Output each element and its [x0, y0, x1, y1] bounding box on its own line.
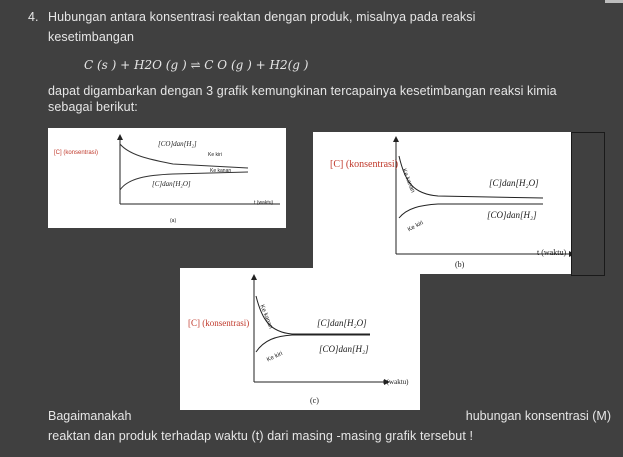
- graph-a-caption: (a): [170, 218, 177, 224]
- closing-left-text: Bagaimanakah: [48, 409, 132, 423]
- graph-c-rate-down: Ke kanan: [258, 304, 274, 330]
- graph-b-rate-up: Ke kiri: [407, 220, 425, 234]
- graph-c-xlabel: t (waktu): [383, 378, 409, 386]
- closing-line-2: reaktan dan produk terhadap waktu (t) dari masing -masing grafik tersebut !: [48, 429, 474, 443]
- graph-c-y-arrow: [251, 274, 257, 280]
- graph-c-ylabel: [C] (konsentrasi): [188, 318, 250, 328]
- graph-a-bottom-label: [C]dan[H₂O]: [152, 180, 191, 188]
- graph-a-rate-backward: Ke kanan: [210, 168, 232, 174]
- graph-b-upper-label: [C]dan[H₂O]: [489, 178, 539, 188]
- graph-b-ylabel: [C] (konsentrasi): [330, 159, 399, 170]
- graph-a-rate-forward: Ke kiri: [208, 152, 222, 158]
- graph-c-curve-upper: [256, 296, 370, 334]
- graph-a-top-label: [CO]dan[H₂]: [158, 140, 197, 148]
- question-line-4: sebagai berikut:: [48, 100, 138, 114]
- closing-row: [48, 409, 617, 423]
- graph-c-panel: [180, 268, 420, 410]
- graph-c-caption: (c): [310, 396, 319, 405]
- graph-b-xlabel: t (waktu): [537, 248, 567, 257]
- question-line-1: Hubungan antara konsentrasi reaktan dengan produk, misalnya pada reaksi: [48, 10, 476, 24]
- graph-b-caption: (b): [455, 260, 465, 269]
- question-line-3: dapat digambarkan dengan 3 grafik kemungkinan tercapainya kesetimbangan reaksi kimia: [48, 84, 557, 98]
- question-line-2: kesetimbangan: [48, 30, 135, 44]
- graph-b-right-frame: [571, 132, 605, 276]
- graph-b-curve-upper: [399, 156, 543, 198]
- reaction-equation: C (s ) + H2O (g ) ⇌ C O (g ) + H2(g ): [84, 58, 309, 72]
- graph-c-rate-up: Ke kiri: [266, 350, 284, 364]
- graph-b-lower-label: [CO]dan[H₂]: [487, 210, 537, 220]
- graph-a-y-arrow: [117, 134, 123, 140]
- graph-b-rate-down: Ke kanan: [400, 168, 416, 194]
- graph-b-y-arrow: [393, 136, 399, 142]
- question-number: 4.: [28, 10, 39, 24]
- graph-c-lower-label: [CO]dan[H₂]: [319, 344, 369, 354]
- graph-a-panel: [48, 128, 286, 228]
- graph-c-svg: [180, 268, 420, 410]
- graph-a-ylabel: [C] (konsentrasi): [54, 150, 99, 156]
- graph-b-panel: [313, 132, 603, 274]
- window-corner-tab: [605, 0, 623, 3]
- graph-a-xlabel: t (waktu): [254, 200, 274, 206]
- closing-right-text: hubungan konsentrasi (M): [465, 409, 611, 423]
- graph-c-upper-label: [C]dan[H₂O]: [317, 318, 367, 328]
